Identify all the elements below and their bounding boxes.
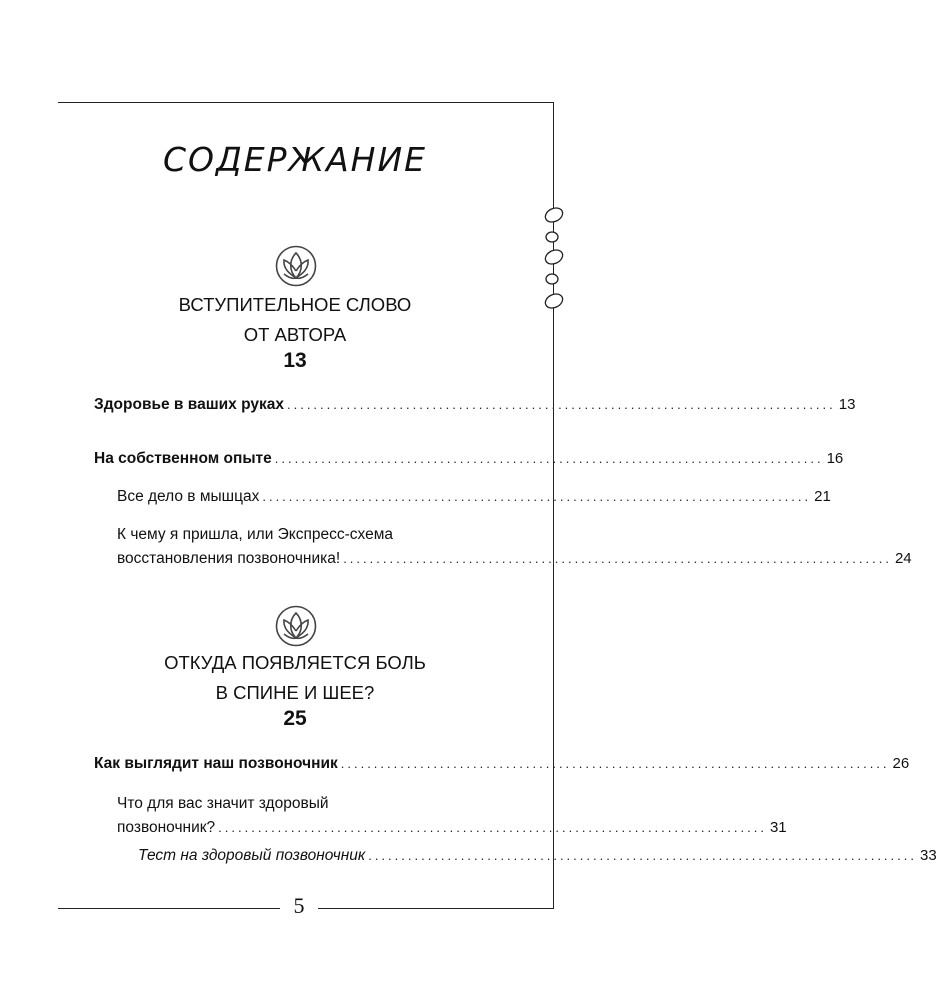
section-heading-1-line1: ВСТУПИТЕЛЬНОЕ СЛОВО [178,294,412,315]
dot-leader: ................................................................................... [343,551,892,566]
toc-entry[interactable] [117,550,912,568]
dot-leader: ................................................................................... [340,756,890,771]
frame-bottom-line-left [58,908,280,909]
toc-entry-title: Здоровье в ваших руках [94,396,284,413]
toc-entry-page: 33 [919,847,937,864]
toc-entry[interactable] [94,450,844,468]
toc-entry-page: 13 [838,396,856,413]
toc-entry-title-line1[interactable]: Что для вас значит здоровый [117,795,329,812]
toc-entry-page: 24 [894,550,912,567]
lotus-circle-icon [274,244,318,288]
toc-entry-page: 26 [892,755,910,772]
toc-entry[interactable] [94,396,856,414]
toc-entry-title: Как выглядит наш позвоночник [94,755,338,772]
dot-leader: ................................................................................... [274,451,824,466]
toc-entry-title-line1[interactable]: К чему я пришла, или Экспресс-схема [117,526,394,543]
dot-leader: ................................................................................... [286,397,836,412]
frame-bottom-line-right [318,908,554,909]
page-number: 5 [293,893,305,918]
toc-entry-title: Тест на здоровый позвоночник [138,847,366,864]
toc-entry-title: восстановления позвоночника! [117,550,341,567]
toc-entry-page: 31 [769,819,787,836]
toc-entry-page: 21 [814,488,831,505]
toc-entry-title: Все дело в мышцах [117,488,260,505]
section-heading-2-line2: В СПИНЕ И ШЕЕ? [215,682,375,703]
frame-top-line [58,102,554,103]
section-heading-2-line1: ОТКУДА ПОЯВЛЯЕТСЯ БОЛЬ [164,652,426,673]
dot-leader: ................................................................................... [262,489,812,504]
toc-entry[interactable] [117,488,831,506]
dot-leader: ................................................................................... [218,820,767,835]
toc-entry[interactable] [138,847,937,865]
dot-leader: ................................................................................... [368,848,917,863]
section-page-2: 25 [283,707,307,730]
page-title: СОДЕРЖАНИЕ [162,140,428,179]
section-heading-1-line2: ОТ АВТОРА [243,324,347,345]
toc-entry[interactable] [94,755,910,773]
section-page-1: 13 [283,349,307,372]
toc-entry-title: позвоночник? [117,819,216,836]
beads-ornament [538,205,570,315]
toc-entry-title: На собственном опыте [94,450,272,467]
toc-entry[interactable] [117,819,787,837]
toc-entry-page: 16 [826,450,844,467]
lotus-circle-icon [274,604,318,648]
